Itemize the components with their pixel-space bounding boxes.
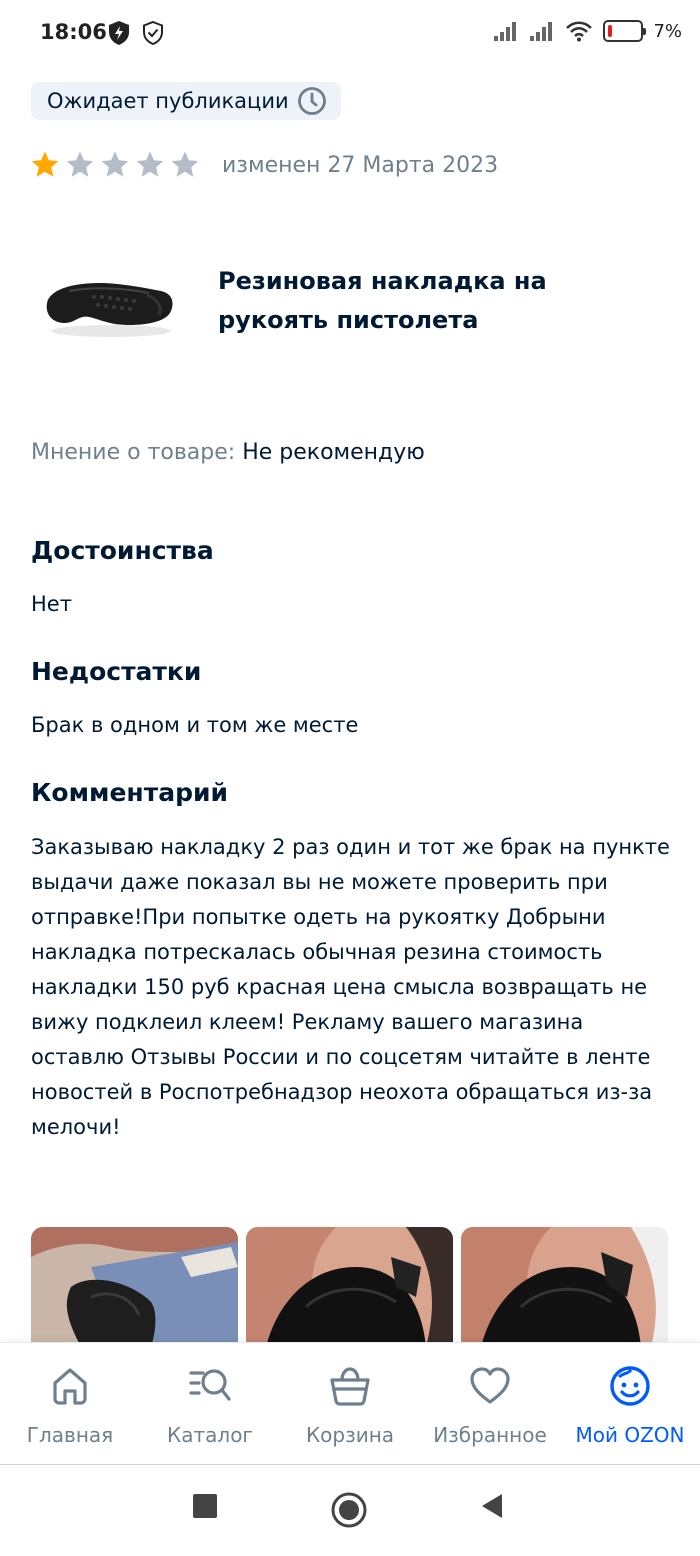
home-circle-icon[interactable]	[331, 1492, 367, 1528]
clock-icon	[297, 86, 327, 116]
changed-date: изменен 27 Марта 2023	[222, 152, 499, 178]
pros-text: Нет	[31, 592, 72, 616]
signal-icon-2	[529, 20, 555, 42]
pros-title: Достоинства	[31, 536, 214, 565]
catalog-search-icon	[187, 1363, 233, 1409]
comment-title: Комментарий	[31, 778, 228, 807]
nav-home-label: Главная	[26, 1423, 114, 1447]
nav-favorites[interactable]	[420, 1343, 560, 1464]
review-photo[interactable]	[246, 1227, 453, 1347]
nav-favorites-label: Избранное	[433, 1423, 547, 1447]
review-photo[interactable]	[461, 1227, 668, 1347]
nav-catalog[interactable]	[140, 1343, 280, 1464]
basket-icon	[327, 1363, 373, 1409]
wifi-icon	[565, 20, 593, 42]
star-empty-icon	[170, 150, 200, 180]
battery-icon	[603, 20, 643, 42]
battery-percent: 7%	[653, 20, 682, 42]
shield-check-icon	[142, 20, 164, 46]
star-empty-icon	[135, 150, 165, 180]
star-empty-icon	[100, 150, 130, 180]
review-photo[interactable]	[31, 1227, 238, 1347]
opinion-label: Мнение о товаре:	[31, 440, 236, 465]
smiley-icon	[607, 1363, 653, 1409]
comment-text: Заказываю накладку 2 раз один и тот же брак на пункте выдачи даже показал вы не можете проверить при отправке!При попытке одеть на рукоятку Добрыни накладка потрескалась обычная резина стоимость накладки 150 руб красная цена смысла возвращать не вижу подклеил клеем! Рекламу вашего магазина оставлю Отзывы России и по соцсетям читайте в ленте новостей в Роспотребнадзор неохота обращаться из-за мелочи!	[31, 835, 670, 1139]
star-empty-icon	[65, 150, 95, 180]
review-photos	[31, 1227, 668, 1347]
nav-basket-label: Корзина	[305, 1423, 395, 1447]
nav-catalog-label: Каталог	[167, 1423, 253, 1447]
signal-icon	[493, 20, 519, 42]
status-badge	[31, 82, 341, 120]
rating-row	[30, 150, 498, 180]
product-title[interactable]: Резиновая накладка на рукоять пистолета	[218, 267, 547, 334]
status-bar	[0, 0, 700, 68]
opinion-value: Не рекомендую	[242, 440, 425, 465]
nav-basket[interactable]	[280, 1343, 420, 1464]
nav-home[interactable]	[0, 1343, 140, 1464]
recent-apps-icon[interactable]	[192, 1493, 218, 1519]
home-icon	[47, 1363, 93, 1409]
bottom-nav	[0, 1342, 700, 1464]
back-icon[interactable]	[480, 1493, 504, 1519]
cons-title: Недостатки	[31, 657, 202, 686]
cons-text: Брак в одном и том же месте	[31, 713, 359, 737]
system-nav-bar	[0, 1464, 700, 1556]
status-time: 18:06	[40, 20, 107, 44]
nav-my-ozon[interactable]	[560, 1343, 700, 1464]
status-badge-label: Ожидает публикации	[47, 89, 289, 113]
opinion-row	[31, 440, 425, 465]
shield-bolt-icon	[108, 20, 130, 46]
star-filled-icon	[30, 150, 60, 180]
heart-icon	[467, 1363, 513, 1409]
nav-my-ozon-label: Мой OZON	[575, 1423, 685, 1447]
rating-stars	[30, 150, 200, 180]
product-card[interactable]	[31, 246, 618, 356]
product-image[interactable]	[31, 246, 187, 356]
